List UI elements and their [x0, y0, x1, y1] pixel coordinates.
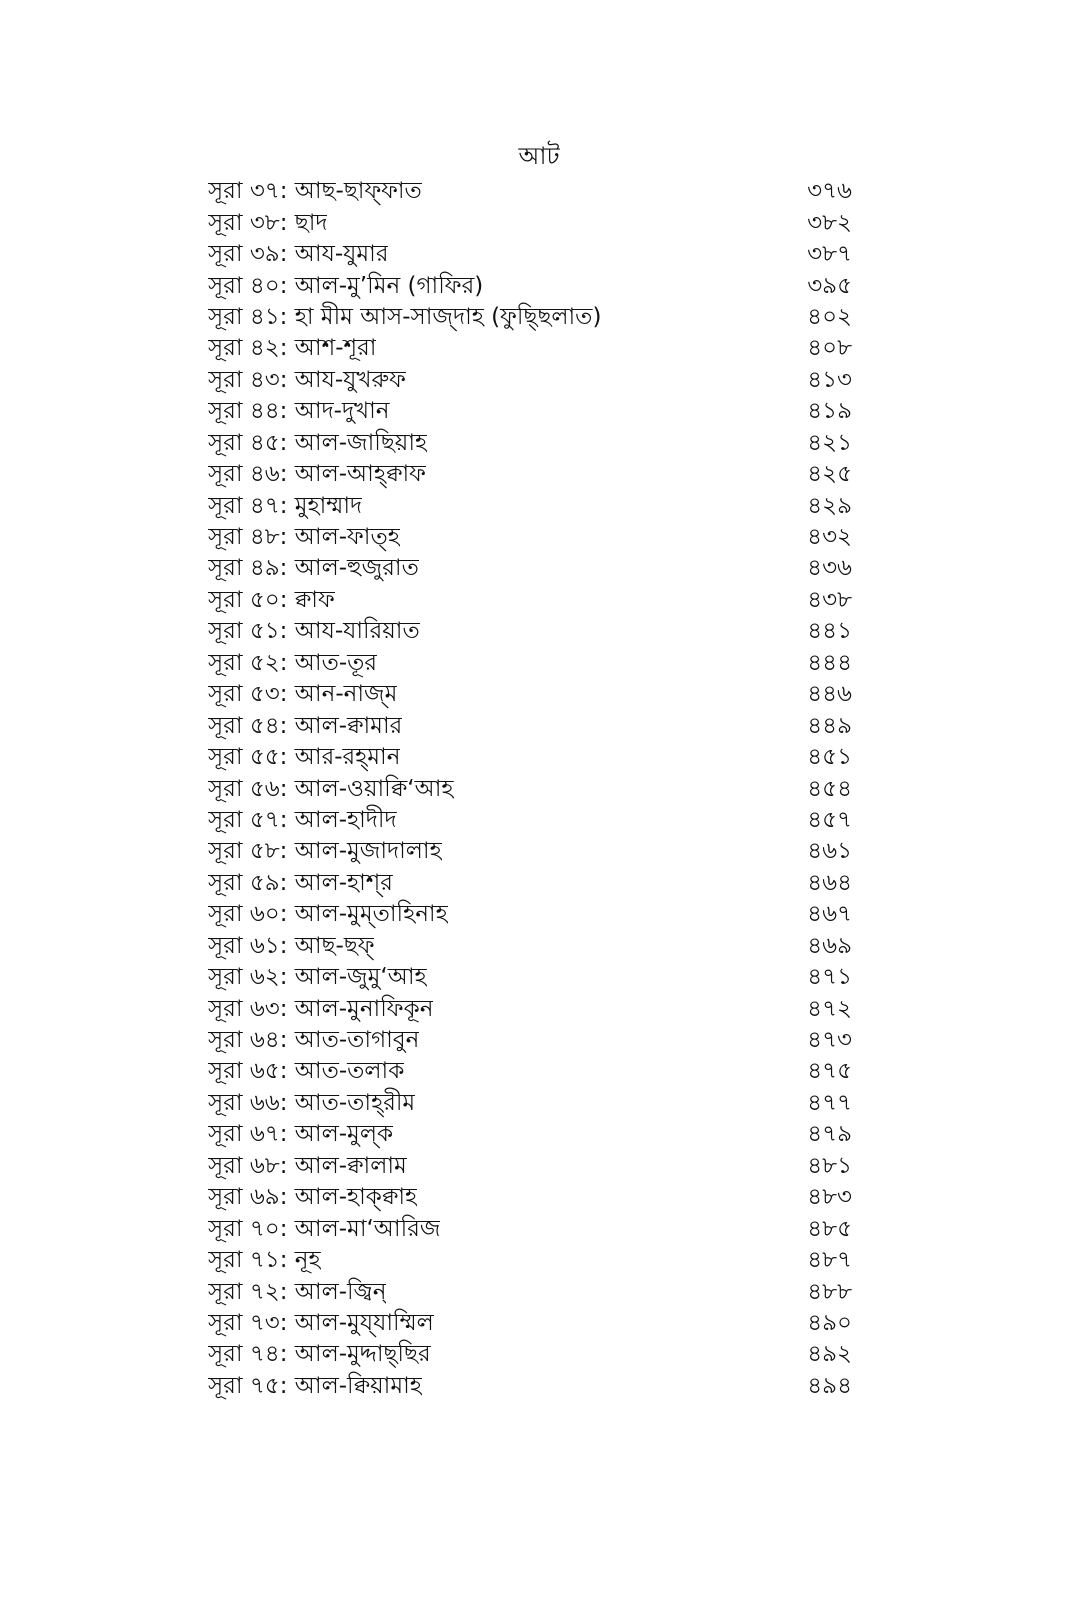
toc-entry-title: সূরা ৭৩: আল-মুয্‌যাম্মিল — [208, 1309, 434, 1336]
toc-entry-page: ৪৬৪ — [807, 869, 852, 896]
toc-entry-title: সূরা ৬৭: আল-মুল্‌ক — [208, 1121, 394, 1148]
toc-entry-title: সূরা ৬৯: আল-হাক্‌ক্বাহ — [208, 1184, 418, 1211]
toc-entry-page: ৪১৩ — [807, 366, 852, 393]
toc-entry-title: সূরা ৬২: আল-জুমু‘আহ — [208, 964, 427, 991]
toc-entry-page: ৪৩৬ — [807, 555, 852, 582]
toc-entry-title: সূরা ৬১: আছ-ছফ্‌ — [208, 932, 375, 959]
toc-entry-title: সূরা ৪৯: আল-হুজুরাত — [208, 555, 419, 582]
toc-entry-title: সূরা ৪২: আশ-শূরা — [208, 335, 377, 362]
toc-entry-title: সূরা ৫২: আত-তূর — [208, 649, 378, 676]
toc-entry-title: সূরা ৭২: আল-জ্বিন্ — [208, 1278, 387, 1305]
toc-entry-page: ৪৪৯ — [807, 712, 852, 739]
toc-entry-page: ৪৫৭ — [807, 806, 852, 833]
toc-entry-page: ৪৭৭ — [807, 1089, 852, 1116]
toc-entry-page: ৪৭৩ — [807, 1027, 852, 1054]
toc-entry-title: সূরা ৫০: ক্বাফ — [208, 586, 335, 613]
toc-entry-page: ৪৪৬ — [807, 681, 852, 708]
toc-entry-page: ৪২৯ — [807, 492, 852, 519]
toc-entry-page: ৪৩২ — [807, 524, 852, 551]
toc-entry-page: ৪৭২ — [807, 995, 852, 1022]
toc-entry-title: সূরা ৪০: আল-মু’মিন (গাফির) — [208, 272, 484, 299]
toc-entry-page: ৪২৫ — [807, 461, 852, 488]
toc-entry — [208, 1371, 856, 1402]
toc-entry-title: সূরা ৭৫: আল-ক্বিয়ামাহ — [208, 1372, 422, 1399]
toc-entry-title: সূরা ৪৬: আল-আহ্‌ক্বাফ — [208, 461, 426, 488]
toc-entry-title: সূরা ৪৮: আল-ফাত্‌হ — [208, 524, 400, 551]
toc-entry-page: ৪৯০ — [807, 1309, 852, 1336]
toc-entry-title: সূরা ৫৯: আল-হাশ্‌র — [208, 869, 393, 896]
toc-entry-title: সূরা ৬৬: আত-তাহ্‌রীম — [208, 1089, 416, 1116]
toc-entry-page: ৩৮৭ — [807, 241, 852, 268]
toc-entry-page: ৪৪১ — [807, 618, 852, 645]
toc-entry-page: ৪৭৯ — [807, 1121, 852, 1148]
toc-entry-page: ৪২১ — [807, 429, 852, 456]
toc-entry-page: ৩৮২ — [807, 209, 852, 236]
toc-entry-page: ৪৫১ — [807, 744, 852, 771]
toc-entry-title: সূরা ৬৮: আল-ক্বালাম — [208, 1152, 407, 1179]
toc-entry-title: সূরা ৩৭: আছ-ছাফ্‌ফাত — [208, 178, 422, 205]
toc-entry-title: সূরা ৭১: নূহ — [208, 1247, 321, 1274]
toc-entry-title: সূরা ৪৩: আয-যুখরুফ — [208, 366, 406, 393]
toc-entry-title: সূরা ৫৭: আল-হাদীদ — [208, 806, 397, 833]
toc-entry-page: ৩৭৬ — [807, 178, 852, 205]
toc-entry-title: সূরা ৪৭: মুহাম্মাদ — [208, 492, 363, 519]
toc-entry-page: ৪০২ — [807, 303, 852, 330]
toc-entry-title: সূরা ৬৩: আল-মুনাফিকূন — [208, 995, 434, 1022]
toc-entry-page: ৪৬১ — [807, 838, 852, 865]
toc-entry-title: সূরা ৫৪: আল-ক্বামার — [208, 712, 403, 739]
table-of-contents — [208, 176, 856, 1402]
toc-entry-page: ৪৮৭ — [807, 1247, 852, 1274]
toc-entry-page: ৪৩৮ — [807, 586, 852, 613]
toc-entry-title: সূরা ৪১: হা মীম আস-সাজ্দাহ (ফুছ্ছিলাত) — [208, 303, 602, 330]
page-number: আট — [518, 142, 560, 170]
toc-entry-title: সূরা ৪৫: আল-জাছিয়াহ — [208, 429, 428, 456]
toc-entry-page: ৪৭১ — [807, 964, 852, 991]
toc-entry-title: সূরা ৭৪: আল-মুদ্দাছ্‌ছির — [208, 1341, 431, 1368]
toc-entry-title: সূরা ৫৫: আর-রহ্‌মান — [208, 744, 401, 771]
toc-entry-page: ৪৮৮ — [807, 1278, 852, 1305]
toc-entry-page: ৪৬৯ — [807, 932, 852, 959]
toc-entry-page: ৪৮১ — [807, 1152, 852, 1179]
toc-entry-title: সূরা ৫৮: আল-মুজাদালাহ — [208, 838, 442, 865]
toc-entry-title: সূরা ৫১: আয-যারিয়াত — [208, 618, 420, 645]
toc-entry-page: ৪১৯ — [807, 398, 852, 425]
toc-entry-page: ৩৯৫ — [807, 272, 852, 299]
toc-entry-title: সূরা ৪৪: আদ-দুখান — [208, 398, 390, 425]
toc-entry-page: ৪৬৭ — [807, 901, 852, 928]
toc-entry-title: সূরা ৩৮: ছাদ — [208, 209, 328, 236]
toc-entry-title: সূরা ৫৬: আল-ওয়াক্বি‘আহ — [208, 775, 454, 802]
toc-entry-title: সূরা ৭০: আল-মা‘আরিজ — [208, 1215, 441, 1242]
toc-entry-title: সূরা ৫৩: আন-নাজ্‌ম — [208, 681, 398, 708]
toc-entry-page: ৪৪৪ — [807, 649, 852, 676]
toc-entry-page: ৪৭৫ — [807, 1058, 852, 1085]
toc-entry-page: ৪৯২ — [807, 1341, 852, 1368]
toc-entry-title: সূরা ৩৯: আয-যুমার — [208, 241, 389, 268]
toc-entry-title: সূরা ৬৫: আত-তলাক — [208, 1058, 405, 1085]
toc-entry-title: সূরা ৬০: আল-মুম্‌তাহিনাহ — [208, 901, 448, 928]
toc-entry-page: ৪৮৫ — [807, 1215, 852, 1242]
toc-entry-page: ৪৫৪ — [807, 775, 852, 802]
toc-entry-page: ৪০৮ — [807, 335, 852, 362]
toc-entry-page: ৪৮৩ — [807, 1184, 852, 1211]
toc-entry-page: ৪৯৪ — [807, 1372, 852, 1399]
toc-entry-title: সূরা ৬৪: আত-তাগাবুন — [208, 1027, 420, 1054]
